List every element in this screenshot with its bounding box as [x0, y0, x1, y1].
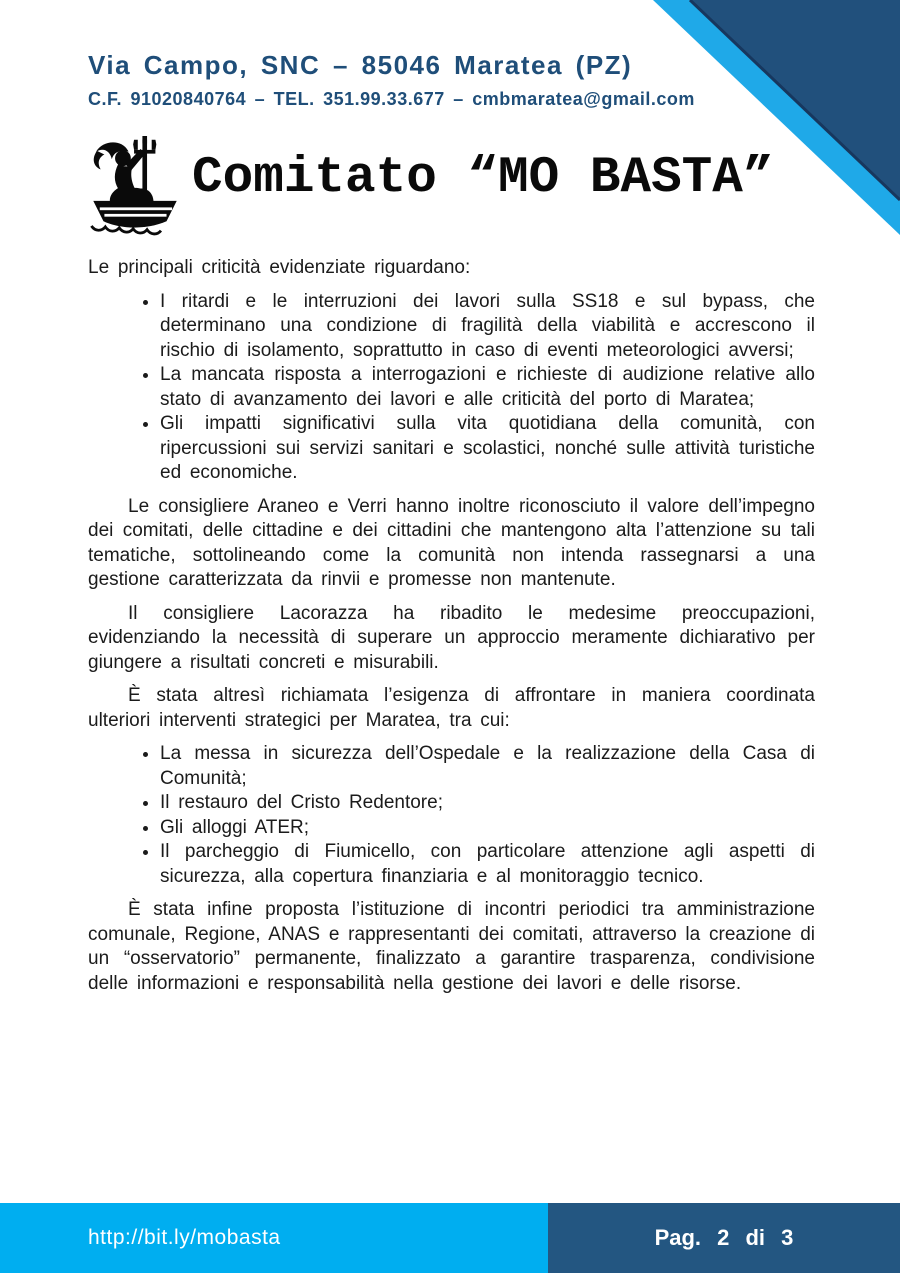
letterhead	[88, 50, 695, 110]
list-item: • I ritardi e le interruzioni dei lavori sulla SS18 e sul bypass, che determinano una condizione di fragilità della viabilità e accrescono il rischio di isolamento, soprattutto in caso di eventi meteorologici avversi;	[160, 290, 815, 364]
list-item: • Il restauro del Cristo Redentore;	[160, 791, 815, 816]
list-item: • Il parcheggio di Fiumicello, con particolare attenzione agli aspetti di sicurezza, alla copertura finanziaria e al monitoraggio tecnico.	[160, 840, 815, 889]
page-indicator: Pag. 2 di 3	[654, 1225, 794, 1250]
document-body	[88, 256, 815, 1005]
footer-page-bar	[548, 1203, 900, 1273]
paragraph: È stata infine proposta l’istituzione di incontri periodici tra amministrazione comunale, Regione, ANAS e rappresentanti dei comitati, attraverso la creazione di un “osservatorio” permanente, finalizzato a garantire trasparenza, condivisione delle informazioni e responsabilità nella gestione dei lavori e delle risorse.	[88, 899, 815, 994]
paragraph: Il consigliere Lacorazza ha ribadito le medesime preoccupazioni, evidenziando la necessità di superare un approccio meramente dichiarativo per giungere a risultati concreti e misurabili.	[88, 602, 815, 673]
address-line: Via Campo, SNC – 85046 Maratea (PZ)	[88, 50, 633, 80]
list-item: • Gli alloggi ATER;	[160, 816, 815, 841]
list-item: • La messa in sicurezza dell’Ospedale e la realizzazione della Casa di Comunità;	[160, 742, 815, 791]
bullet-list	[88, 742, 815, 889]
list-item: • La mancata risposta a interrogazioni e richieste di audizione relative allo stato di avanzamento dei lavori e alle criticità del porto di Maratea;	[160, 363, 815, 412]
page-title: Comitato “MO BASTA”	[192, 149, 774, 207]
paragraph: Le consigliere Araneo e Verri hanno inoltre riconosciuto il valore dell’impegno dei comitati, delle cittadine e dei cittadini che mantengono alta l’attenzione su tali tematiche, sottolineando come la comunità non intenda rassegnarsi a una gestione caratterizzata da rinvii e promesse non mantenute.	[88, 495, 815, 590]
footer-url-bar	[0, 1203, 548, 1273]
paragraph: Le principali criticità evidenziate riguardano:	[88, 257, 471, 278]
paragraph: È stata altresì richiamata l’esigenza di affrontare in maniera coordinata ulteriori interventi strategici per Maratea, tra cui:	[88, 685, 815, 731]
list-item: • Gli impatti significativi sulla vita quotidiana della comunità, con ripercussioni sui servizi sanitari e scolastici, nonché sulle attività turistiche ed economiche.	[160, 412, 815, 486]
mermaid-trident-boat-icon	[84, 136, 186, 238]
footer	[0, 1203, 900, 1273]
contact-line: C.F. 91020840764 – TEL. 351.99.33.677 – cmbmaratea@gmail.com	[88, 89, 695, 109]
brand-row	[84, 136, 774, 238]
bullet-list	[88, 290, 815, 486]
footer-url-link[interactable]: http://bit.ly/mobasta	[88, 1226, 281, 1249]
